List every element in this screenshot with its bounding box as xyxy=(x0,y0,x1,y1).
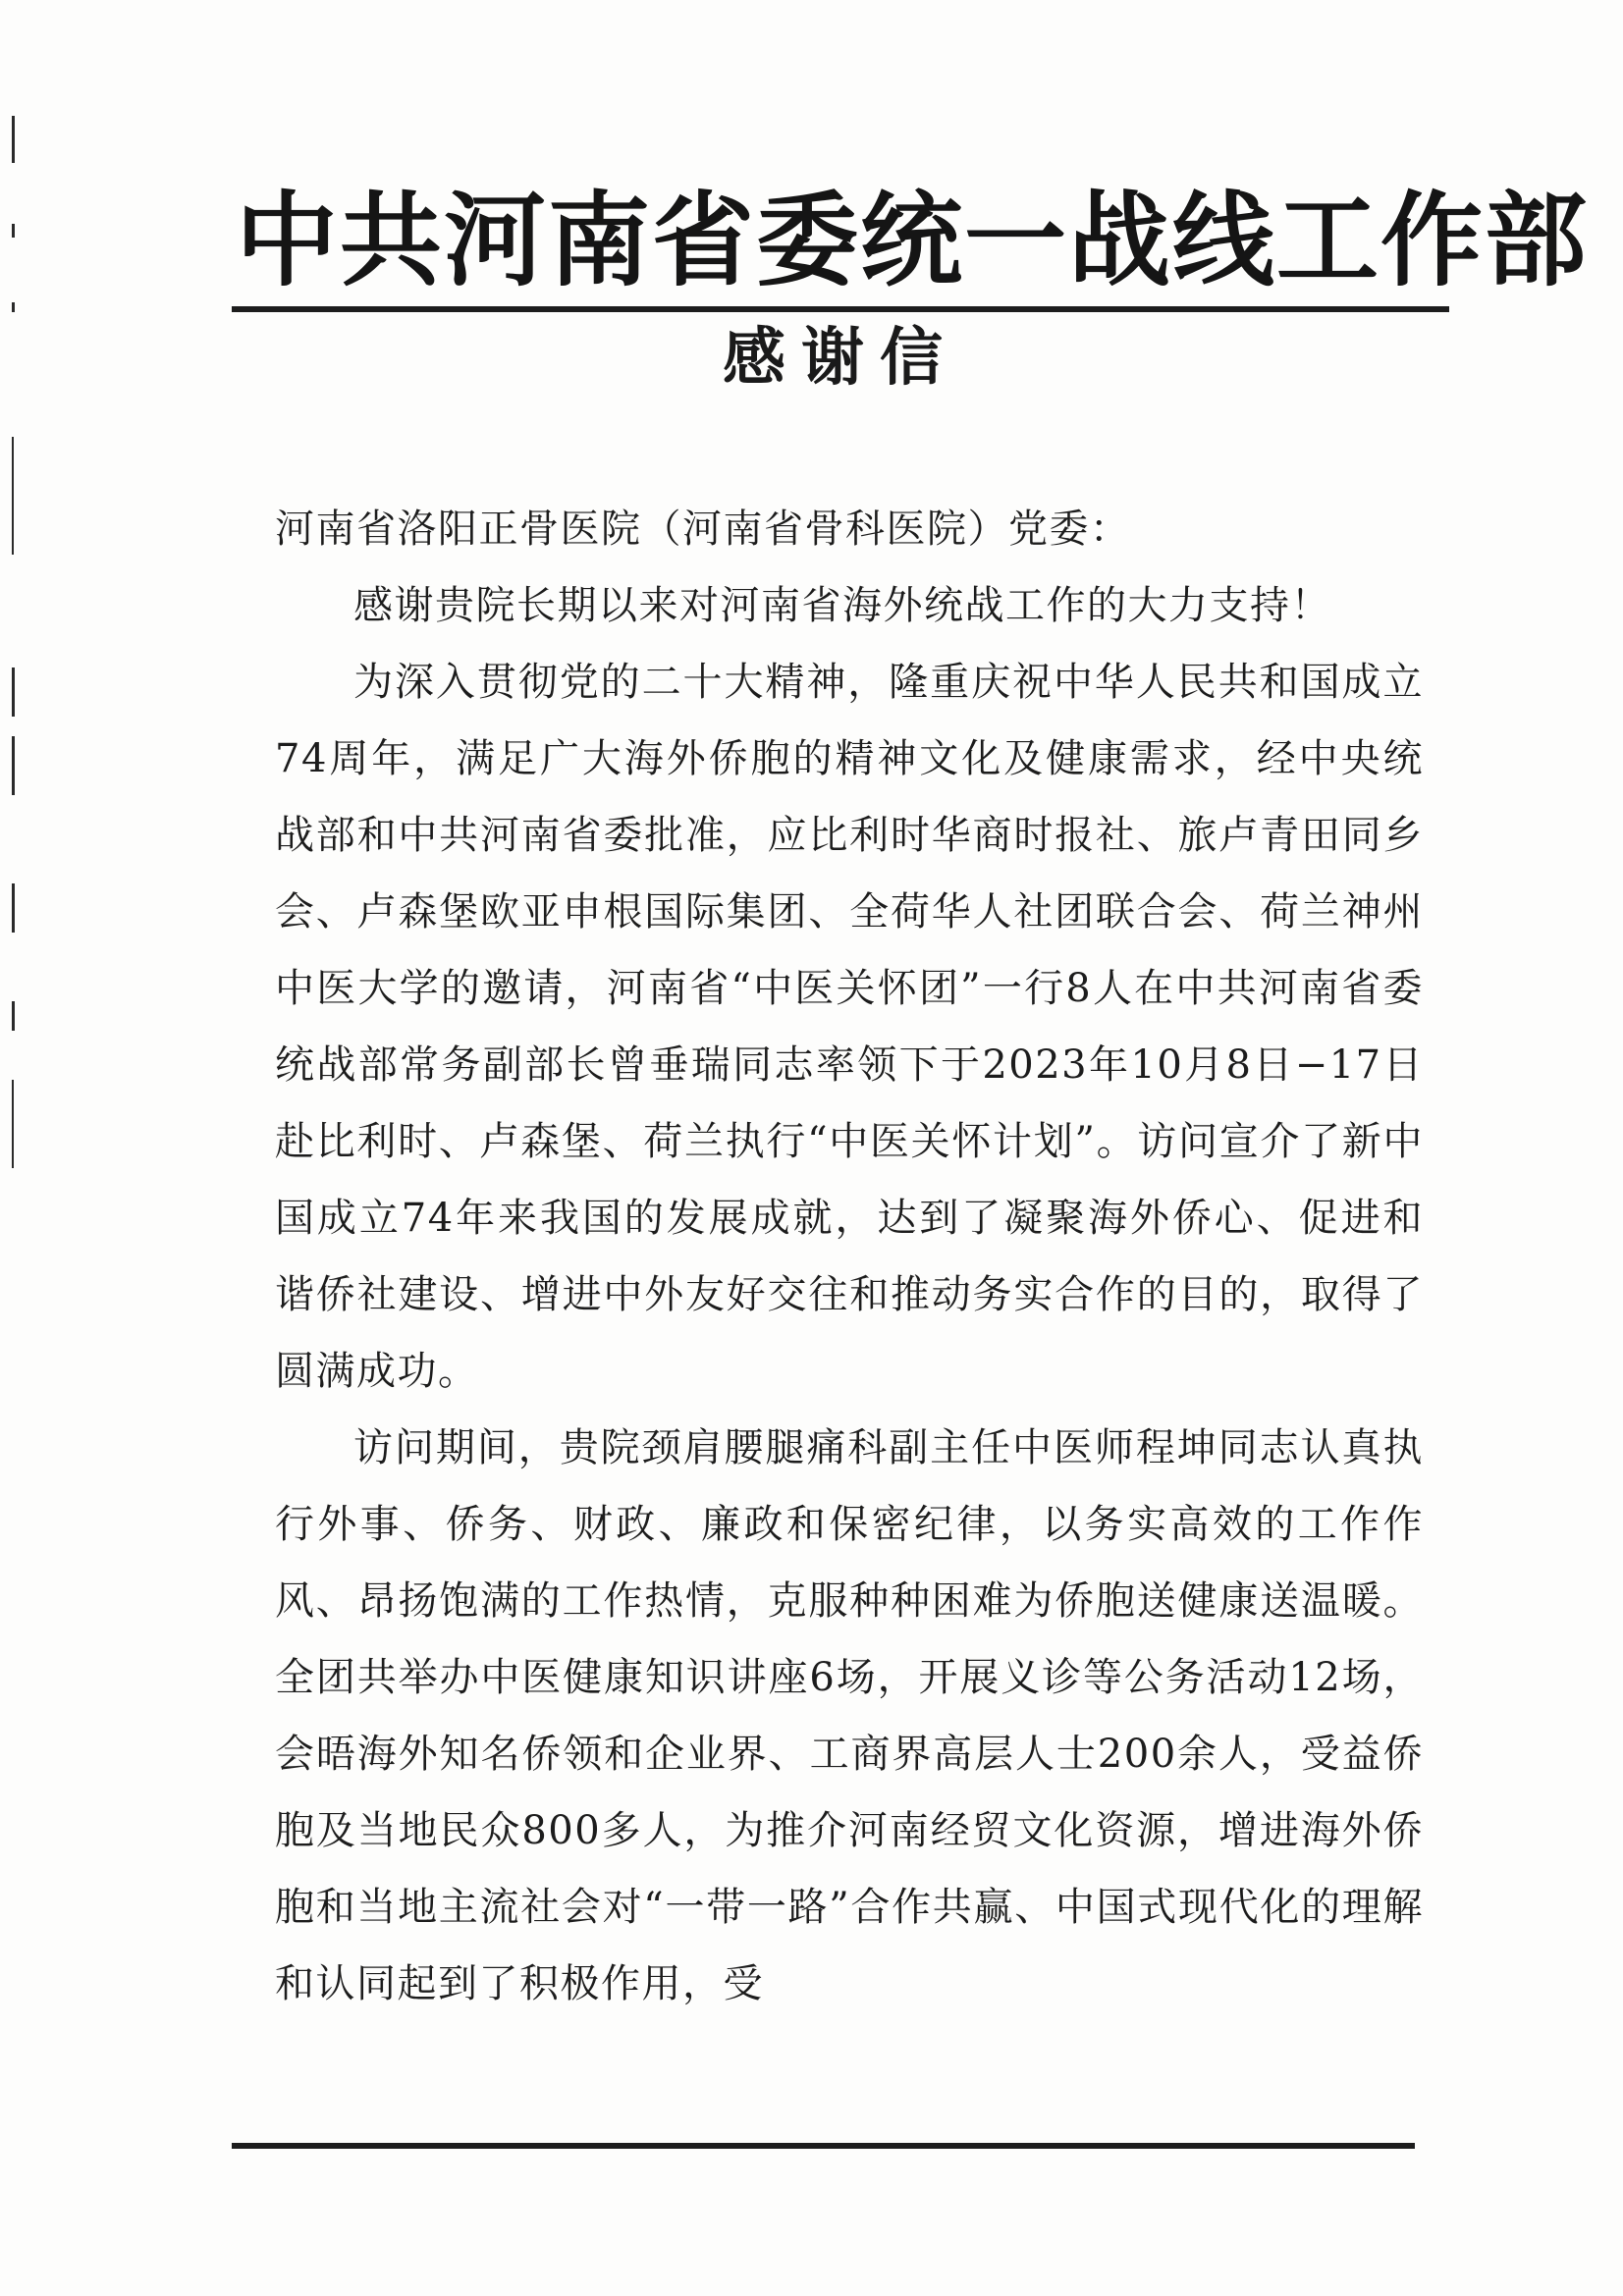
paragraph: 为深入贯彻党的二十大精神，隆重庆祝中华人民共和国成立74周年，满足广大海外侨胞的精神文化及健康需求，经中央统战部和中共河南省委批准，应比利时华商时报社、旅卢青田同乡会、卢森堡欧亚申根国际集团、全荷华人社团联合会、荷兰神州中医大学的邀请，河南省“中医关怀团”一行8人在中共河南省委统战部常务副部长曾垂瑞同志率领下于2023年10月8日−17日赴比利时、卢森堡、荷兰执行“中医关怀计划”。访问宣介了新中国成立74年来我国的发展成就，达到了凝聚海外侨心、促进和谐侨社建设、增进中外友好交往和推动务实合作的目的，取得了圆满成功。 xyxy=(275,660,1424,1394)
scan-edge-mark xyxy=(12,1080,14,1168)
scan-edge-mark xyxy=(12,437,14,555)
paragraph: 感谢贵院长期以来对河南省海外统战工作的大力支持！ xyxy=(353,583,1331,628)
scan-edge-mark xyxy=(12,1001,15,1031)
letterhead-organization: 中共河南省委统一战线工作部 xyxy=(236,180,1590,300)
salutation: 河南省洛阳正骨医院（河南省骨科医院）党委： xyxy=(275,507,1131,552)
scan-edge-mark xyxy=(12,302,15,312)
scan-edge-mark xyxy=(12,224,15,238)
scan-edge-mark xyxy=(12,116,15,163)
letterhead-divider xyxy=(232,306,1449,312)
scan-edge-mark xyxy=(12,667,15,717)
letter-body xyxy=(275,491,1424,2022)
paragraph: 访问期间，贵院颈肩腰腿痛科副主任中医师程坤同志认真执行外事、侨务、财政、廉政和保密纪律，以务实高效的工作作风、昂扬饱满的工作热情，克服种种困难为侨胞送健康送温暖。全团共举办中医健康知识讲座6场，开展义诊等公务活动12场，会晤海外知名侨领和企业界、工商界高层人士200余人，受益侨胞及当地民众800多人，为推介河南经贸文化资源，增进海外侨胞和当地主流社会对“一带一路”合作共赢、中国式现代化的理解和认同起到了积极作用，受 xyxy=(275,1425,1424,2006)
scan-edge-mark xyxy=(12,883,15,933)
scan-edge-mark xyxy=(12,736,15,795)
document-title: 感谢信 xyxy=(723,321,958,395)
footer-divider xyxy=(232,2143,1415,2149)
